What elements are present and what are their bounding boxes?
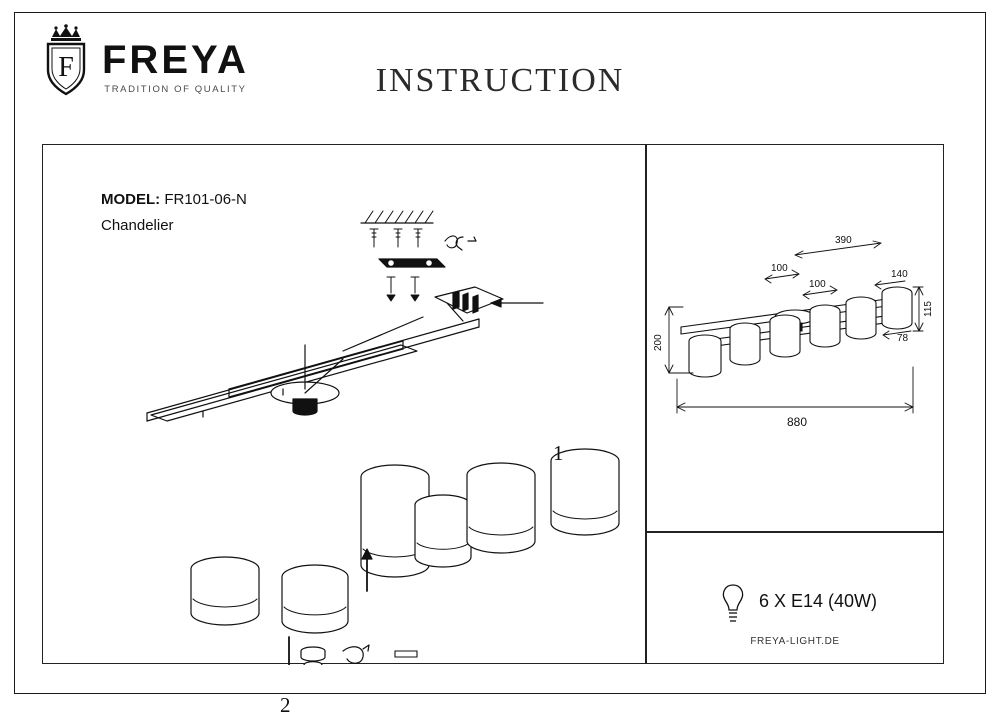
dim-shade-diameter: 78 <box>897 333 909 344</box>
dimensions-drawing <box>647 145 945 533</box>
dim-height-total: 200 <box>653 334 664 351</box>
lamp-spec-text: 6 X E14 (40W) <box>758 590 878 611</box>
lamp-spec-panel <box>646 532 944 664</box>
dim-shade-offset: 140 <box>891 269 908 280</box>
brand-tagline: TRADITION OF QUALITY <box>104 84 247 95</box>
brand-name: FREYA <box>102 38 249 82</box>
assembly-drawing <box>43 145 647 665</box>
page-title: INSTRUCTION <box>375 62 625 99</box>
lamp-spec-row <box>647 577 943 625</box>
dim-total-width: 880 <box>787 415 808 429</box>
callout-step-2: 2 <box>280 693 291 717</box>
crest-letter: F <box>58 52 74 83</box>
dim-offset-left: 100 <box>771 263 788 274</box>
dim-offset-right: 100 <box>809 279 826 290</box>
model-code: FR101-06-N <box>164 191 247 208</box>
model-label: MODEL: <box>101 191 161 208</box>
dim-shade-height: 115 <box>923 301 934 317</box>
dim-span-upper: 390 <box>835 235 852 246</box>
assembly-diagram-panel <box>42 144 646 717</box>
product-type: Chandelier <box>101 216 174 234</box>
callout-step-1: 1 <box>553 441 564 465</box>
website-url: FREYA-LIGHT.DE <box>750 636 840 647</box>
bulb-icon <box>713 577 753 625</box>
dimensions-panel <box>646 144 944 532</box>
